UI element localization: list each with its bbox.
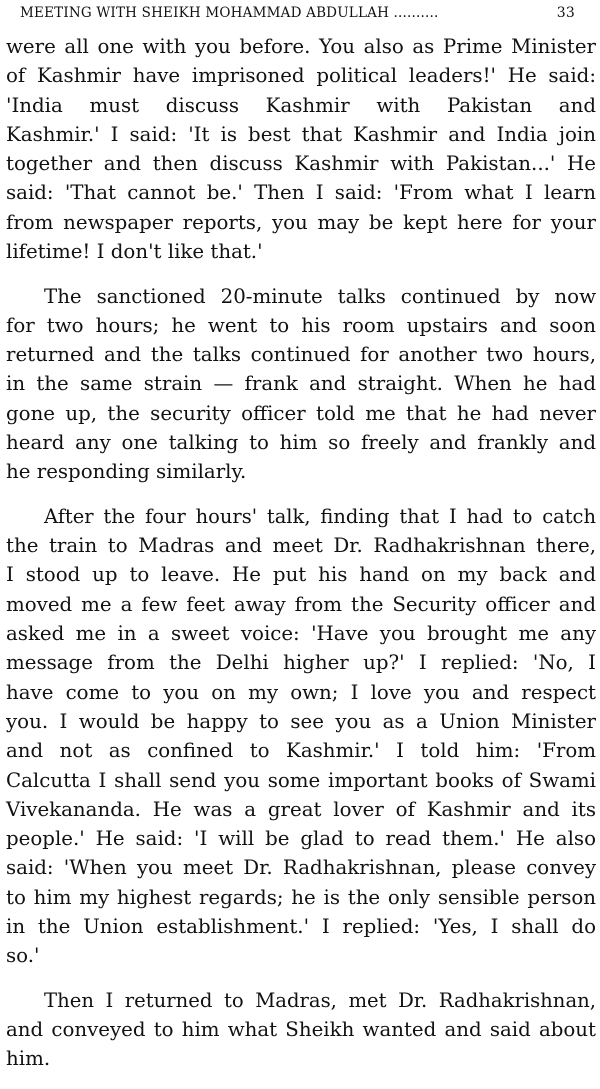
- text-line: and not as confined to Kashmir.' I told him: 'From: [6, 739, 596, 763]
- text-line: returned and the talks continued for another two hours,: [6, 343, 596, 367]
- text-line: moved me a few feet away from the Security officer and: [6, 592, 596, 616]
- text-line: he responding similarly.: [6, 460, 247, 484]
- text-line: were all one with you before. You also as Prime Minister: [6, 35, 596, 58]
- text-line: I stood up to leave. He put his hand on my back and: [6, 563, 596, 587]
- text-line: said: 'That cannot be.' Then I said: 'From what I learn: [6, 181, 596, 205]
- text-line: have come to you on my own; I love you and respect: [6, 680, 596, 704]
- paragraph-1: [6, 32, 596, 266]
- text-line: people.' He said: 'I will be glad to read them.' He also: [6, 827, 596, 851]
- text-line: so.': [6, 944, 40, 968]
- paragraph-3: [6, 502, 596, 971]
- text-line: him.: [6, 1047, 51, 1071]
- text-line: for two hours; he went to his room upstairs and soon: [6, 313, 596, 337]
- text-line: The sanctioned 20-minute talks continued by now: [44, 284, 596, 308]
- text-line: message from the Delhi higher up?' I replied: 'No, I: [6, 651, 596, 675]
- running-title: MEETING WITH SHEIKH MOHAMMAD ABDULLAH ..........: [20, 5, 439, 21]
- text-line: heard any one talking to him so freely and frankly and: [6, 431, 596, 455]
- text-line: 'India must discuss Kashmir with Pakistan and: [6, 93, 596, 117]
- running-header: [20, 2, 575, 24]
- text-line: in the Union establishment.' I replied: 'Yes, I shall do: [6, 914, 596, 938]
- text-line: you. I would be happy to see you as a Union Minister: [6, 709, 596, 733]
- text-line: of Kashmir have imprisoned political leaders!' He said:: [6, 64, 596, 88]
- text-line: said: 'When you meet Dr. Radhakrishnan, please convey: [6, 856, 596, 880]
- page-number: 33: [556, 5, 575, 21]
- text-line: the train to Madras and meet Dr. Radhakrishnan there,: [6, 534, 596, 558]
- text-line: to him my highest regards; he is the only sensible person: [6, 885, 596, 909]
- text-line: lifetime! I don't like that.': [6, 240, 263, 264]
- text-line: and conveyed to him what Sheikh wanted and said about: [6, 1018, 596, 1042]
- text-line: in the same strain — frank and straight. When he had: [6, 372, 596, 396]
- text-line: gone up, the security officer told me that he had never: [6, 401, 596, 425]
- text-line: Kashmir.' I said: 'It is best that Kashmir and India join: [6, 122, 596, 146]
- text-line: together and then discuss Kashmir with Pakistan...' He: [6, 152, 596, 176]
- text-line: from newspaper reports, you may be kept here for your: [6, 210, 596, 234]
- body-text: [6, 32, 596, 1089]
- paragraph-2: [6, 282, 596, 487]
- text-line: Vivekananda. He was a great lover of Kashmir and its: [6, 797, 596, 821]
- text-line: After the four hours' talk, finding that I had to catch: [44, 504, 596, 528]
- paragraph-4: [6, 986, 596, 1074]
- text-line: Then I returned to Madras, met Dr. Radhakrishnan,: [44, 988, 596, 1012]
- text-line: asked me in a sweet voice: 'Have you brought me any: [6, 622, 596, 646]
- text-line: Calcutta I shall send you some important books of Swami: [6, 768, 596, 792]
